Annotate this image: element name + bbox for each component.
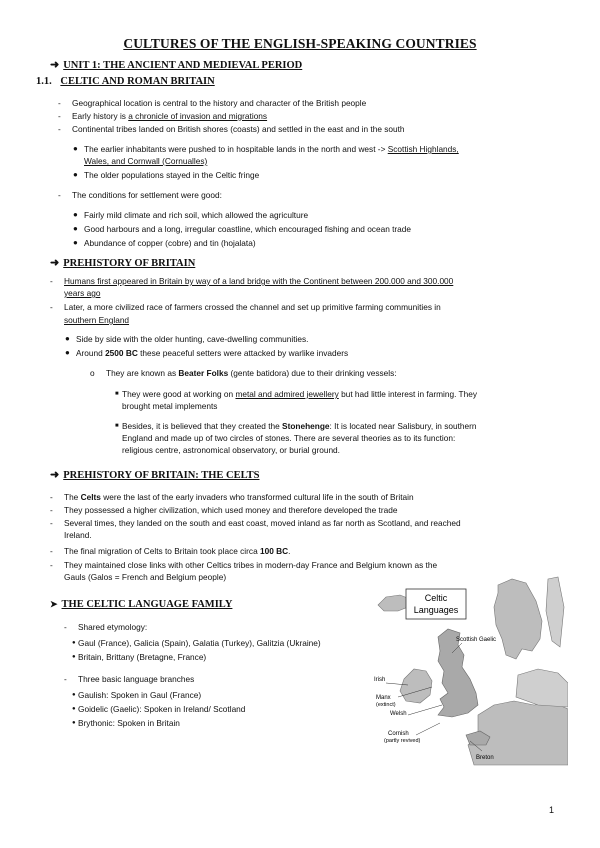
- list-item: ● Britain, Brittany (Bretagne, France): [72, 652, 207, 662]
- bullet-icon: ●: [65, 334, 70, 343]
- page-number: 1: [549, 805, 555, 815]
- unit-heading: ➜ UNIT 1: THE ANCIENT AND MEDIEVAL PERIOD: [50, 59, 303, 71]
- section-1-1-heading: 1.1. CELTIC AND ROMAN BRITAIN: [36, 76, 215, 87]
- bullet-icon: ●: [73, 170, 78, 179]
- list-item: - The conditions for settlement were good:: [58, 190, 222, 200]
- language-heading: ➤ THE CELTIC LANGUAGE FAMILY: [50, 599, 233, 610]
- map-label-cornish-revived: (partly revived): [384, 738, 421, 744]
- map-title-line1: Celtic: [424, 593, 448, 603]
- bullet-icon: ●: [72, 720, 76, 726]
- celtic-languages-map: [368, 575, 568, 775]
- bullet-icon: ■: [115, 391, 119, 397]
- list-item: ● Good harbours and a long, irregular coastline, which encouraged fishing and ocean trade: [73, 224, 412, 234]
- bullet-icon: ■: [115, 423, 119, 429]
- list-item: ● The earlier inhabitants were pushed to in hospitable lands in the north and west -> Scottish Highlands,: [73, 144, 459, 154]
- list-item: - The final migration of Celts to Britain took place circa 100 BC.: [50, 546, 291, 556]
- map-label-irish: Irish: [374, 677, 386, 683]
- list-item: - They possessed a higher civilization, which used money and therefore developed the trade: [50, 505, 398, 515]
- bullet-icon: ●: [72, 706, 76, 712]
- celts-heading: ➜ PREHISTORY OF BRITAIN: THE CELTS: [50, 469, 260, 481]
- list-item: - Continental tribes landed on British shores (coasts) and settled in the east and in the south: [58, 124, 405, 134]
- map-label-manx: Manx: [376, 695, 391, 701]
- list-item: Wales, and Cornwall (Cornualles): [84, 156, 208, 166]
- arrow-right-icon: ➜: [50, 469, 60, 481]
- list-item: years ago: [64, 288, 101, 298]
- list-item: England and made up of two circles of stones. There are several theories as to its function:: [122, 433, 456, 443]
- list-item: - Later, a more civilized race of farmers crossed the channel and set up primitive farming communities in: [50, 302, 441, 312]
- list-item: - Several times, they landed on the south and east coast, moved inland as far north as Scotland, and reached: [50, 518, 461, 528]
- bullet-icon: ●: [72, 640, 76, 646]
- list-item: - Geographical location is central to the history and character of the British people: [58, 98, 367, 108]
- map-label-manx-extinct: (extinct): [376, 702, 396, 708]
- list-item: ● Brythonic: Spoken in Britain: [72, 718, 180, 728]
- bullet-icon: ●: [65, 348, 70, 357]
- list-item: - They maintained close links with other Celtics tribes in modern-day France and Belgium known as the: [50, 560, 438, 570]
- list-item: ● Gaulish: Spoken in Gaul (France): [72, 690, 202, 700]
- list-item: ● Gaul (France), Galicia (Spain), Galatia (Turkey), Galitzia (Ukraine): [72, 638, 321, 648]
- list-item: ● Side by side with the older hunting, cave-dwelling communities.: [65, 334, 309, 344]
- map-label-welsh: Welsh: [390, 711, 407, 717]
- bullet-icon: ●: [73, 144, 78, 153]
- list-item: Gauls (Galos = French and Belgium people): [64, 572, 227, 582]
- list-item: religious centre, astronomical observatory, or burial ground.: [122, 445, 340, 455]
- list-item: brought metal implements: [122, 401, 218, 411]
- list-item: southern England: [64, 315, 130, 325]
- arrow-right-icon: ➜: [50, 59, 60, 71]
- list-item: Ireland.: [64, 530, 92, 540]
- bullet-icon: ●: [72, 692, 76, 698]
- bullet-icon: ●: [73, 210, 78, 219]
- list-item: ● The older populations stayed in the Celtic fringe: [73, 170, 260, 180]
- list-item: - Early history is a chronicle of invasion and migrations: [58, 111, 268, 121]
- map-title-line2: Languages: [413, 605, 459, 615]
- bullet-icon: ●: [73, 238, 78, 247]
- list-item: - Three basic language branches: [64, 674, 195, 684]
- list-item: ■ They were good at working on metal and admired jewellery but had little interest in farming. They: [115, 389, 477, 399]
- page-title: CULTURES OF THE ENGLISH-SPEAKING COUNTRIES: [123, 36, 477, 51]
- prehistory-heading: ➜ PREHISTORY OF BRITAIN: [50, 257, 196, 269]
- bullet-icon: ●: [72, 654, 76, 660]
- list-item: ● Fairly mild climate and rich soil, which allowed the agriculture: [73, 210, 309, 220]
- map-label-breton: Breton: [476, 755, 494, 761]
- list-item: ● Goidelic (Gaelic): Spoken in Ireland/ Scotland: [72, 704, 246, 714]
- arrow-right-icon: ➜: [50, 257, 60, 269]
- list-item: ● Abundance of copper (cobre) and tin (hojalata): [73, 238, 256, 248]
- map-label-cornish: Cornish: [388, 731, 409, 737]
- list-item: ● Around 2500 BC these peaceful setters were attacked by warlike invaders: [65, 348, 349, 358]
- list-item: o They are known as Beater Folks (gente batidora) due to their drinking vessels:: [90, 368, 397, 378]
- list-item: - Humans first appeared in Britain by way of a land bridge with the Continent between 200.000 and 300.000: [50, 276, 454, 286]
- list-item: ■ Besides, it is believed that they created the Stonehenge: It is located near Salisbury, in southern: [115, 421, 477, 431]
- list-item: - Shared etymology:: [64, 622, 148, 632]
- bullet-icon: ●: [73, 224, 78, 233]
- map-label-scottish: Scottish Gaelic: [456, 637, 497, 643]
- arrow-right-icon: ➤: [50, 599, 58, 609]
- list-item: - The Celts were the last of the early invaders who transformed cultural life in the south of Britain: [50, 492, 414, 502]
